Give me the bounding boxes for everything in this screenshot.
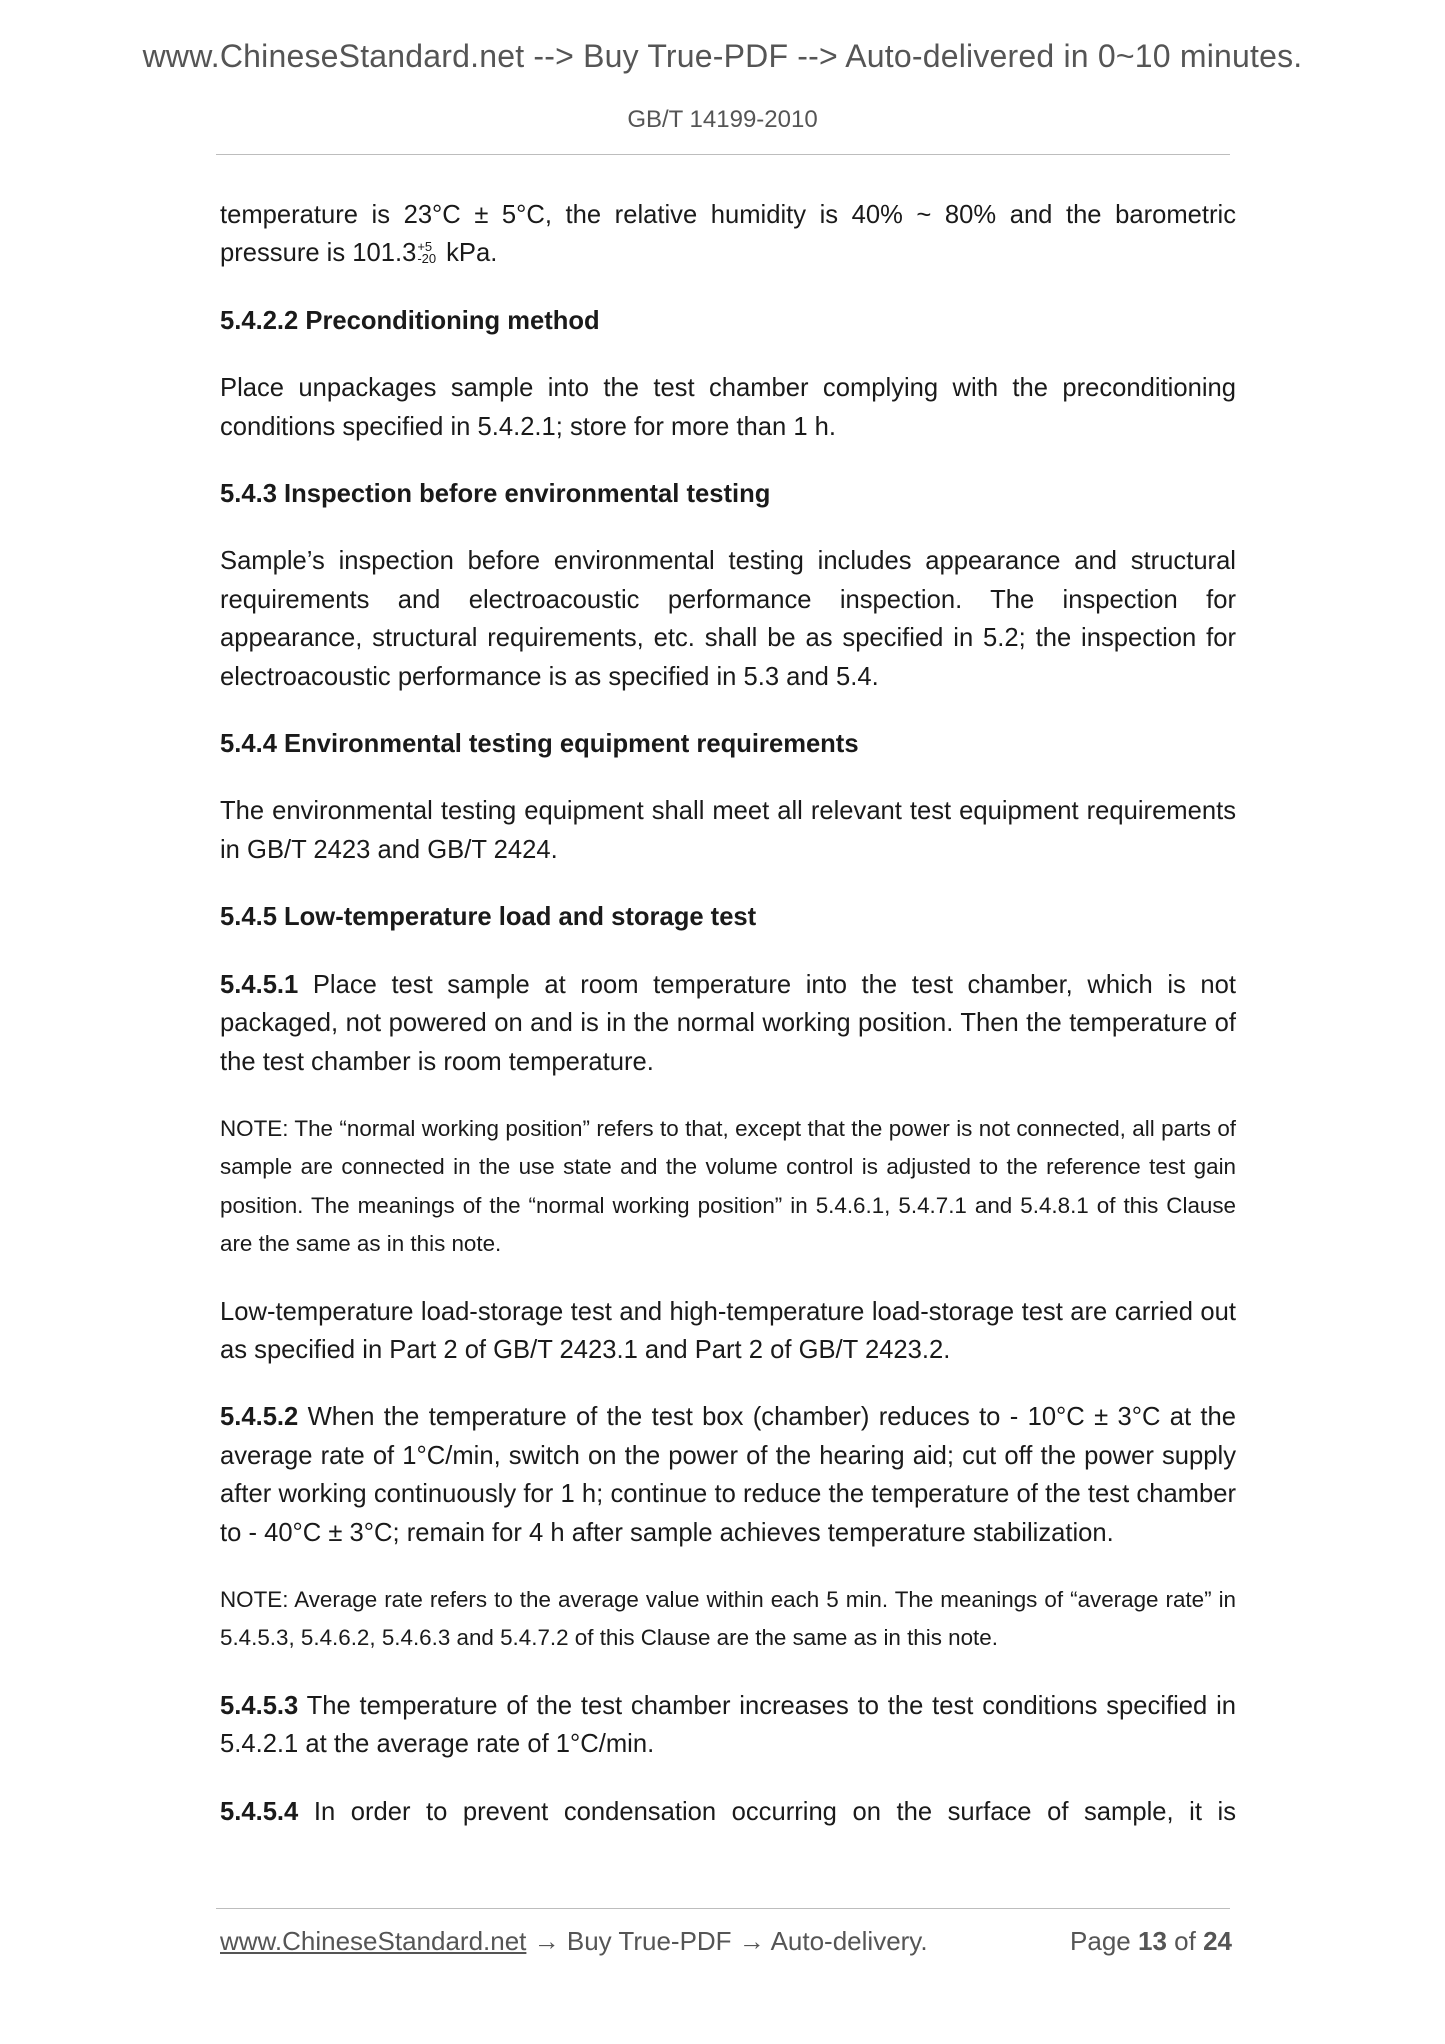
footer-divider — [216, 1908, 1230, 1909]
pressure-unit: kPa. — [446, 239, 498, 268]
paragraph-5-4-5-4: 5.4.5.4 In order to prevent condensation occurring on the surface of sample, it is — [220, 1797, 1236, 1826]
paragraph-5-4-5-2: 5.4.5.2 When the temperature of the test box (chamber) reduces to - 10°C ± 3°C at the average rate of 1°C/min, switch on the power of the hearing aid; cut off the power supply after working continuously for 1 h; continue to reduce the temperature of the test chamber to - 40°C ± 3°C; remain for 4 h after sample achieves temperature stabilization. — [220, 1403, 1236, 1547]
current-page: 13 — [1138, 1926, 1167, 1956]
paragraph-5-4-3: Sample’s inspection before environmental testing includes appearance and structural requirements and electroacoustic performance inspection. The inspection for appearance, structural requirements, etc. shall be as specified in 5.2; the inspection for electroacoustic performance is as specified in 5.3 and 5.4. — [220, 547, 1236, 691]
note-average-rate: NOTE: Average rate refers to the average value within each 5 min. The meanings of “average rate” in 5.4.5.3, 5.4.6.2, 5.4.6.3 and 5.4.7.2 of this Clause are the same as in this note. — [220, 1586, 1236, 1651]
paragraph-5-4-5-3: 5.4.5.3 The temperature of the test chamber increases to the test conditions specified in 5.4.2.1 at the average rate of 1°C/min. — [220, 1691, 1236, 1759]
total-pages: 24 — [1203, 1926, 1232, 1956]
clause-number: 5.4.5.3 — [220, 1691, 299, 1720]
footer-promo — [220, 1926, 928, 1957]
footer-promo-text: → Buy True-PDF → Auto-delivery. — [526, 1926, 928, 1956]
tolerance-superscript-subscript: +5 -20 — [417, 238, 437, 266]
heading-5-4-5: 5.4.5 Low-temperature load and storage test — [220, 903, 757, 932]
document-body — [220, 196, 1236, 1860]
clause-number: 5.4.5.1 — [220, 970, 299, 999]
heading-5-4-2-2: 5.4.2.2 Preconditioning method — [220, 306, 600, 335]
paragraph-env-line1: temperature is 23°C ± 5°C, the relative humidity is 40% ~ 80% and the barometric — [220, 201, 1236, 229]
header-divider — [216, 154, 1230, 155]
clause-number: 5.4.5.4 — [220, 1797, 299, 1826]
page-indicator: Page 13 of 24 — [1070, 1926, 1232, 1956]
paragraph-env-line2 — [220, 234, 1236, 272]
paragraph-5-4-5-1: 5.4.5.1 Place test sample at room temperature into the test chamber, which is not packaged, not powered on and is in the normal working position. Then the temperature of the test chamber is room temperature. — [220, 970, 1236, 1076]
clause-number: 5.4.5.2 — [220, 1403, 299, 1432]
paragraph-5-4-2-2: Place unpackages sample into the test chamber complying with the preconditioning conditions specified in 5.4.2.1; store for more than 1 h. — [220, 374, 1236, 441]
heading-5-4-4: 5.4.4 Environmental testing equipment requirements — [220, 730, 859, 759]
note-normal-working-position: NOTE: The “normal working position” refers to that, except that the power is not connected, all parts of sample are connected in the use state and the volume control is adjusted to the reference test gain position. The meanings of the “normal working position” in 5.4.6.1, 5.4.7.1 and 5.4.8.1 of this Clause are the same as in this note. — [220, 1115, 1236, 1257]
standard-code: GB/T 14199-2010 — [627, 106, 818, 133]
pressure-text: pressure is 101.3 — [220, 239, 417, 268]
site-link[interactable]: www.ChineseStandard.net — [220, 1926, 527, 1956]
paragraph-5-4-4: The environmental testing equipment shall meet all relevant test equipment requirements in GB/T 2423 and GB/T 2424. — [220, 797, 1236, 864]
site-banner: www.ChineseStandard.net --> Buy True-PDF --> Auto-delivered in 0~10 minutes. — [142, 38, 1303, 74]
paragraph-load-storage: Low-temperature load-storage test and high-temperature load-storage test are carried out as specified in Part 2 of GB/T 2423.1 and Part 2 of GB/T 2423.2. — [220, 1297, 1236, 1364]
heading-5-4-3: 5.4.3 Inspection before environmental testing — [220, 480, 771, 509]
